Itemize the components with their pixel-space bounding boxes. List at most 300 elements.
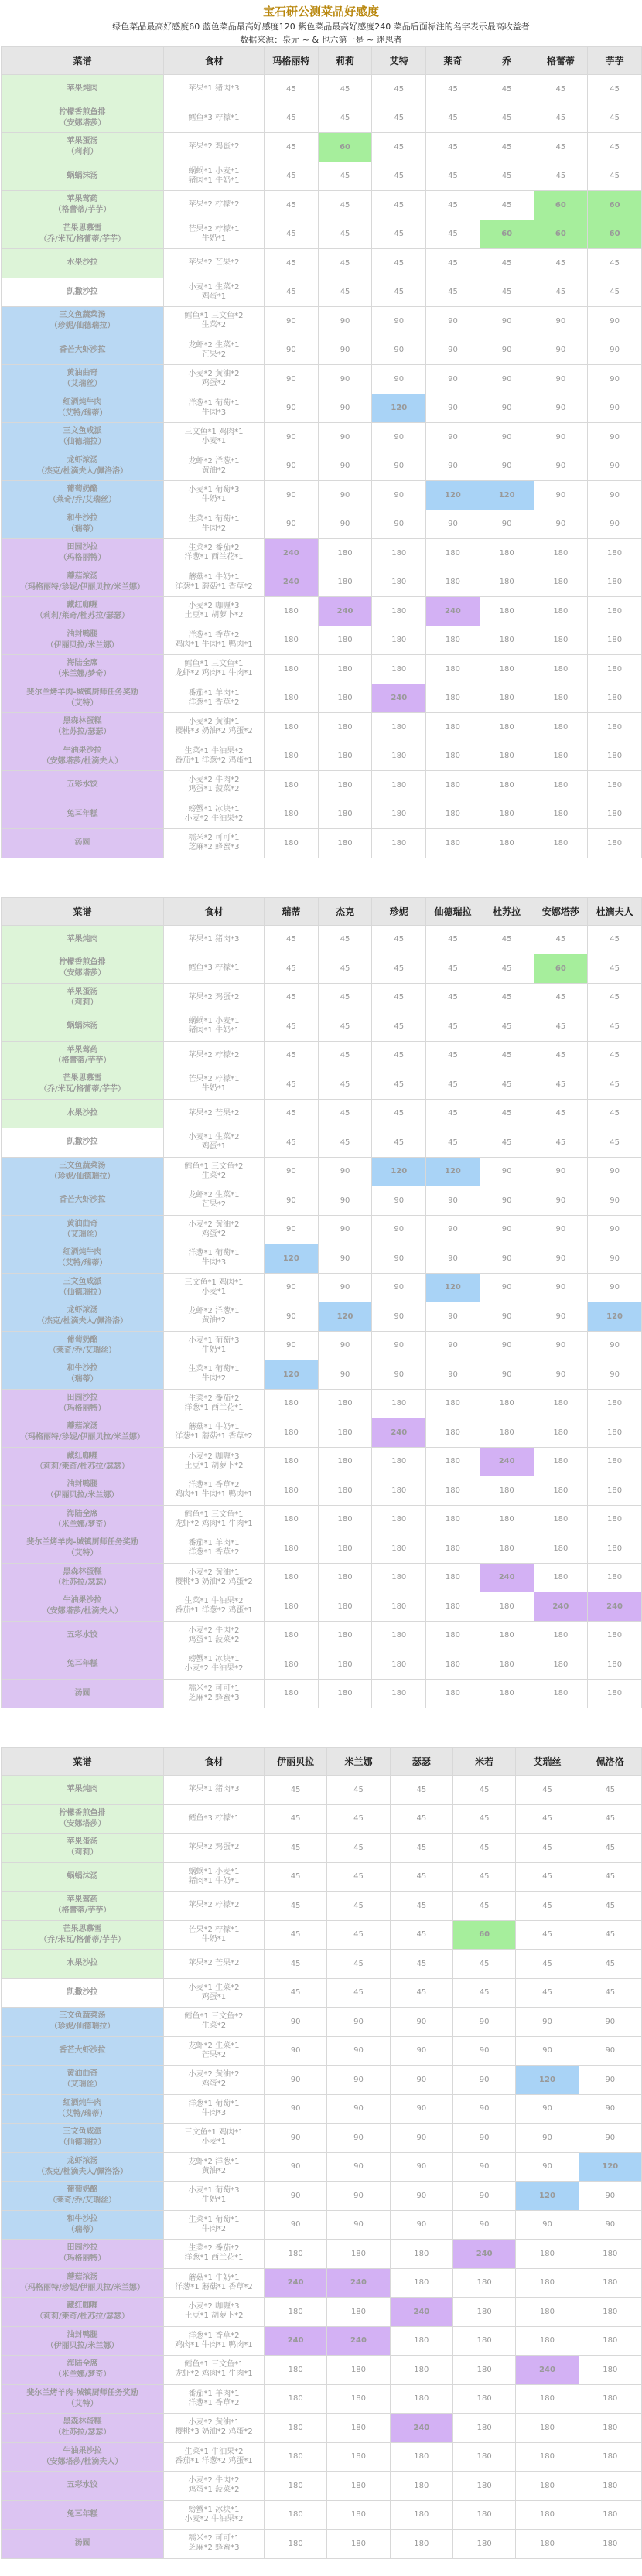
dish-best-recipients: （格蕾蒂/芋芋）: [53, 206, 111, 215]
dish-name: 海陆全席 （米兰娜/梦奇）: [2, 655, 164, 684]
affinity-value: 45: [372, 220, 426, 249]
affinity-value: 45: [265, 191, 319, 220]
affinity-value: 120: [480, 481, 534, 510]
affinity-value: 180: [480, 597, 534, 626]
affinity-value: 180: [426, 1621, 480, 1650]
affinity-value: 180: [579, 2356, 641, 2385]
affinity-value: 180: [426, 829, 480, 858]
affinity-value: 45: [318, 1041, 372, 1070]
dish-ingredients: 生菜*2 番茄*2 洋葱*1 西兰花*1: [164, 539, 265, 568]
table-row: [2, 2210, 642, 2240]
column-header-character: 仙德瑞拉: [426, 897, 480, 925]
dish-name: 蘑菇浓汤 （玛格丽特/珍妮/伊丽贝拉/米兰娜）: [2, 568, 164, 597]
affinity-value: 90: [480, 1302, 534, 1332]
table-row: [2, 278, 642, 307]
affinity-value: 180: [426, 742, 480, 771]
affinity-value: 180: [265, 2414, 327, 2443]
affinity-value: 90: [480, 510, 534, 539]
table-row: [2, 220, 642, 249]
affinity-value: 90: [534, 394, 588, 423]
affinity-value: 90: [426, 423, 480, 452]
affinity-value: 240: [318, 597, 372, 626]
affinity-value: 180: [318, 800, 372, 829]
affinity-value: 120: [318, 1302, 372, 1332]
page-subtitle: 绿色菜品最高好感度60 蓝色菜品最高好感度120 紫色菜品最高好感度240 菜品后面标注的名字表示最高收益者: [112, 22, 530, 32]
affinity-value: 90: [588, 423, 642, 452]
dish-name: 凯撒沙拉: [2, 278, 164, 307]
affinity-value: 90: [516, 2152, 579, 2182]
dish-ingredients: 小麦*2 黄油*2 鸡蛋*2: [164, 2066, 265, 2095]
dish-name: 田园沙拉 （玛格丽特）: [2, 2240, 164, 2269]
dish-best-recipients: （莉莉/莱奇/杜苏拉/瑟瑟）: [36, 612, 129, 621]
affinity-value: 90: [426, 1186, 480, 1216]
dish-name: 三文鱼蔬菜汤 （珍妮/仙德瑞拉）: [2, 307, 164, 336]
affinity-value: 180: [426, 539, 480, 568]
affinity-value: 180: [588, 1563, 642, 1592]
dish-ingredients: 小麦*1 生菜*2 鸡蛋*1: [164, 1978, 265, 2008]
affinity-value: 90: [265, 2152, 327, 2182]
column-header-character: 米兰娜: [327, 1748, 390, 1776]
affinity-value: 45: [372, 1041, 426, 1070]
dish-ingredients: 洋葱*1 葡萄*1 牛肉*3: [164, 1244, 265, 1274]
table-row: [2, 800, 642, 829]
affinity-value: 45: [372, 925, 426, 954]
affinity-value: 90: [265, 394, 319, 423]
dish-name: 苹果莺药 （格蕾蒂/芋芋）: [2, 191, 164, 220]
dish-ingredients: 苹果*1 猪肉*3: [164, 925, 265, 954]
affinity-value: 180: [265, 2298, 327, 2327]
affinity-value: 180: [318, 1447, 372, 1476]
affinity-value: 180: [390, 2472, 452, 2501]
column-header-character: 艾瑞丝: [516, 1748, 579, 1776]
dish-ingredients: 苹果*2 芒果*2: [164, 1099, 265, 1128]
affinity-value: 180: [318, 655, 372, 684]
table-row: [2, 307, 642, 336]
affinity-value: 180: [534, 626, 588, 655]
dish-name: 红酒炖牛肉 （艾特/瑞蒂）: [2, 1244, 164, 1274]
affinity-value: 180: [588, 1650, 642, 1680]
table-row: [2, 2182, 642, 2211]
affinity-value: 180: [534, 684, 588, 713]
affinity-value: 45: [534, 1012, 588, 1042]
affinity-value: 180: [372, 597, 426, 626]
dish-best-recipients: （杜苏拉/瑟瑟）: [53, 1578, 111, 1587]
dish-name: 黑森林蛋糕 （杜苏拉/瑟瑟）: [2, 1563, 164, 1592]
table-row: [2, 1679, 642, 1708]
dish-ingredients: 苹果*2 芒果*2: [164, 1950, 265, 1979]
affinity-value: 45: [318, 983, 372, 1012]
table-row: [2, 1070, 642, 1100]
affinity-value: 180: [588, 800, 642, 829]
affinity-value: 90: [588, 1157, 642, 1186]
affinity-value: 45: [265, 1920, 327, 1950]
affinity-value: 180: [327, 2500, 390, 2530]
dish-name: 香芒大虾沙拉: [2, 336, 164, 365]
dish-name: 黑森林蛋糕 （杜苏拉/瑟瑟）: [2, 2414, 164, 2443]
affinity-value: 45: [426, 133, 480, 162]
affinity-value: 240: [480, 1447, 534, 1476]
column-header-ingredients: 食材: [164, 47, 265, 75]
affinity-value: 45: [390, 1978, 452, 2008]
affinity-value: 45: [265, 925, 319, 954]
table-row: [2, 1447, 642, 1476]
table-row: [2, 1331, 642, 1360]
affinity-value: 45: [265, 278, 319, 307]
affinity-value: 45: [516, 1834, 579, 1863]
affinity-value: 180: [390, 2500, 452, 2530]
affinity-value: 90: [327, 2182, 390, 2211]
affinity-value: 90: [318, 510, 372, 539]
dish-name: 苹果蛋汤 （莉莉）: [2, 1834, 164, 1863]
affinity-value: 45: [318, 75, 372, 104]
table-row: [2, 2008, 642, 2037]
dish-ingredients: 芒果*2 柠檬*1 牛奶*1: [164, 1920, 265, 1950]
affinity-value: 240: [426, 597, 480, 626]
dish-best-recipients: （杰克/杜滴夫人/佩洛洛）: [36, 466, 128, 476]
table-row: [2, 1244, 642, 1274]
affinity-value: 90: [390, 2210, 452, 2240]
affinity-value: 180: [452, 2298, 515, 2327]
affinity-value: 45: [318, 1128, 372, 1158]
affinity-value: 180: [372, 1563, 426, 1592]
affinity-value: 90: [480, 394, 534, 423]
dish-name: 苹果蛋汤 （莉莉）: [2, 133, 164, 162]
affinity-value: 45: [588, 1070, 642, 1100]
affinity-value: 90: [390, 2152, 452, 2182]
affinity-value: 180: [372, 1534, 426, 1564]
table-row: [2, 1978, 642, 2008]
dish-ingredients: 苹果*1 猪肉*3: [164, 75, 265, 104]
affinity-value: 90: [516, 2094, 579, 2124]
affinity-value: 120: [516, 2182, 579, 2211]
affinity-value: 240: [452, 2240, 515, 2269]
affinity-value: 45: [588, 133, 642, 162]
affinity-value: 180: [318, 771, 372, 800]
affinity-value: 90: [265, 1331, 319, 1360]
affinity-value: 180: [426, 771, 480, 800]
affinity-value: 180: [516, 2268, 579, 2298]
dish-name: 蘑菇浓汤 （玛格丽特/珍妮/伊丽贝拉/米兰娜）: [2, 2268, 164, 2298]
column-header-ingredients: 食材: [164, 1748, 265, 1776]
table-row: [2, 2036, 642, 2066]
affinity-value: 240: [372, 684, 426, 713]
table-row: [2, 2472, 642, 2501]
dish-name: 水果沙拉: [2, 1099, 164, 1128]
dish-best-recipients: （珍妮/仙德瑞拉）: [50, 2022, 115, 2032]
affinity-value: 90: [534, 1244, 588, 1274]
dish-ingredients: 生菜*2 番茄*2 洋葱*1 西兰花*1: [164, 1389, 265, 1418]
affinity-value: 180: [327, 2240, 390, 2269]
column-header-character: 格蕾蒂: [534, 47, 588, 75]
affinity-value: 90: [318, 1215, 372, 1244]
affinity-value: 90: [480, 1186, 534, 1216]
affinity-value: 180: [480, 1621, 534, 1650]
affinity-value: 180: [579, 2414, 641, 2443]
affinity-value: 90: [390, 2066, 452, 2095]
affinity-value: 90: [390, 2094, 452, 2124]
dish-best-recipients: （莉莉/莱奇/杜苏拉/瑟瑟）: [36, 2312, 129, 2322]
affinity-value: 180: [426, 626, 480, 655]
affinity-value: 180: [318, 1592, 372, 1622]
affinity-value: 45: [372, 954, 426, 984]
dish-name: 黄油曲奇 （艾瑞丝）: [2, 365, 164, 394]
affinity-value: 180: [327, 2530, 390, 2559]
affinity-value: 180: [480, 568, 534, 597]
affinity-value: 180: [480, 655, 534, 684]
affinity-value: 45: [480, 1041, 534, 1070]
dish-name: 三文鱼咸派 （仙德瑞拉）: [2, 423, 164, 452]
affinity-value: 90: [579, 2210, 641, 2240]
dish-best-recipients: （玛格丽特）: [59, 1404, 106, 1413]
dish-name: 五彩水饺: [2, 1621, 164, 1650]
dish-ingredients: 生菜*1 牛油果*2 番茄*1 洋葱*2 鸡蛋*1: [164, 1592, 265, 1622]
dish-name: 葡萄奶酪 （莱奇/乔/艾瑞丝）: [2, 481, 164, 510]
dish-ingredients: 蜗蜗*1 小麦*1 猪肉*1 牛奶*1: [164, 1012, 265, 1042]
affinity-value: 90: [516, 2008, 579, 2037]
dish-name: 凯撒沙拉: [2, 1128, 164, 1158]
affinity-value: 180: [534, 1418, 588, 1448]
affinity-value: 90: [480, 336, 534, 365]
dish-ingredients: 鳕鱼*1 三文鱼*1 龙虾*2 鸡肉*1 牛肉*1: [164, 1505, 265, 1534]
dish-best-recipients: （莉莉/莱奇/杜苏拉/瑟瑟）: [36, 1462, 129, 1471]
affinity-value: 180: [516, 2530, 579, 2559]
affinity-value: 45: [426, 278, 480, 307]
affinity-value: 45: [516, 1862, 579, 1892]
affinity-value: 180: [588, 1476, 642, 1506]
dish-name: 五彩水饺: [2, 2472, 164, 2501]
dish-name: 兔耳年糕: [2, 2500, 164, 2530]
table-row: [2, 394, 642, 423]
table-row: [2, 1418, 642, 1448]
affinity-value: 180: [265, 1505, 319, 1534]
table-row: [2, 2384, 642, 2414]
affinity-value: 90: [452, 2066, 515, 2095]
dish-best-recipients: （玛格丽特/珍妮/伊丽贝拉/米兰娜）: [20, 2283, 145, 2292]
affinity-value: 180: [588, 684, 642, 713]
affinity-value: 180: [534, 1534, 588, 1564]
affinity-value: 120: [579, 2152, 641, 2182]
column-header-character: 玛格丽特: [265, 47, 319, 75]
dish-best-recipients: （莱奇/乔/艾瑞丝）: [48, 496, 117, 505]
column-header-character: 米若: [452, 1748, 515, 1776]
dish-name: 兔耳年糕: [2, 800, 164, 829]
dish-best-recipients: （莉莉）: [67, 1848, 98, 1858]
dish-ingredients: 小麦*2 黄油*1 樱桃*3 奶油*2 鸡蛋*2: [164, 713, 265, 742]
affinity-value: 45: [480, 191, 534, 220]
affinity-value: 180: [265, 1447, 319, 1476]
affinity-value: 60: [480, 220, 534, 249]
affinity-value: 45: [318, 925, 372, 954]
column-header-character: 杜滴夫人: [588, 897, 642, 925]
affinity-value: 180: [318, 742, 372, 771]
affinity-value: 180: [265, 2384, 327, 2414]
affinity-value: 45: [480, 1070, 534, 1100]
affinity-value: 90: [426, 452, 480, 481]
dish-name: 斐尔兰烤羊肉-城镇厨师任务奖励 （艾特）: [2, 684, 164, 713]
dish-name: 蜗蜗沫汤: [2, 162, 164, 191]
dish-name: 水果沙拉: [2, 249, 164, 278]
table-row: [2, 1041, 642, 1070]
dish-best-recipients: （乔/米瓦/格蕾蒂/芋芋）: [39, 234, 125, 244]
affinity-value: 45: [426, 1099, 480, 1128]
table-row: [2, 2442, 642, 2472]
affinity-value: 45: [318, 1099, 372, 1128]
affinity-value: 45: [327, 1920, 390, 1950]
affinity-value: 180: [265, 742, 319, 771]
affinity-value: 90: [318, 1186, 372, 1216]
affinity-value: 45: [426, 983, 480, 1012]
affinity-value: 180: [480, 800, 534, 829]
dish-name: 龙虾浓汤 （杰克/杜滴夫人/佩洛洛）: [2, 452, 164, 481]
affinity-value: 90: [588, 1331, 642, 1360]
affinity-value: 90: [588, 1244, 642, 1274]
affinity-value: 180: [588, 742, 642, 771]
affinity-value: 180: [327, 2356, 390, 2385]
affinity-value: 180: [480, 626, 534, 655]
affinity-value: 45: [372, 1099, 426, 1128]
dish-ingredients: 生菜*1 牛油果*2 番茄*1 洋葱*2 鸡蛋*1: [164, 742, 265, 771]
affinity-value: 180: [327, 2384, 390, 2414]
affinity-value: 45: [480, 983, 534, 1012]
affinity-value: 180: [265, 655, 319, 684]
affinity-value: 90: [534, 1302, 588, 1332]
dish-best-recipients: （艾瑞丝）: [63, 1230, 102, 1239]
affinity-value: 180: [452, 2326, 515, 2356]
affinity-value: 45: [265, 162, 319, 191]
affinity-value: 180: [426, 1447, 480, 1476]
affinity-value: 45: [452, 1804, 515, 1834]
affinity-value: 45: [516, 1920, 579, 1950]
affinity-value: 90: [452, 2036, 515, 2066]
affinity-value: 90: [579, 2182, 641, 2211]
affinity-value: 45: [372, 1012, 426, 1042]
affinity-value: 180: [265, 597, 319, 626]
column-header-character: 艾特: [372, 47, 426, 75]
affinity-value: 180: [372, 539, 426, 568]
affinity-value: 90: [265, 307, 319, 336]
affinity-value: 45: [372, 104, 426, 133]
affinity-value: 90: [579, 2036, 641, 2066]
affinity-value: 180: [372, 1447, 426, 1476]
affinity-value: 45: [452, 1978, 515, 2008]
dish-name: 兔耳年糕: [2, 1650, 164, 1680]
dish-ingredients: 小麦*1 生菜*2 鸡蛋*1: [164, 1128, 265, 1158]
affinity-value: 180: [318, 539, 372, 568]
affinity-value: 60: [588, 220, 642, 249]
dish-ingredients: 生菜*2 番茄*2 洋葱*1 西兰花*1: [164, 2240, 265, 2269]
affinity-value: 45: [579, 1920, 641, 1950]
table-row: [2, 1804, 642, 1834]
affinity-value: 180: [534, 1679, 588, 1708]
dish-ingredients: 洋葱*1 香草*2 鸡肉*1 牛肉*1 鸭肉*1: [164, 1476, 265, 1506]
affinity-value: 45: [480, 249, 534, 278]
table-row: [2, 1592, 642, 1622]
affinity-value: 90: [372, 336, 426, 365]
affinity-value: 90: [390, 2182, 452, 2211]
affinity-value: 180: [372, 771, 426, 800]
dish-best-recipients: （珍妮/仙德瑞拉）: [50, 322, 115, 331]
table-row: [2, 2268, 642, 2298]
affinity-value: 180: [579, 2298, 641, 2327]
column-header-character: 乔: [480, 47, 534, 75]
affinity-value: 45: [318, 278, 372, 307]
affinity-value: 180: [480, 1476, 534, 1506]
dish-ingredients: 洋葱*1 香草*2 鸡肉*1 牛肉*1 鸭肉*1: [164, 2326, 265, 2356]
table-row: [2, 162, 642, 191]
affinity-value: 180: [452, 2414, 515, 2443]
affinity-value: 180: [265, 1534, 319, 1564]
affinity-value: 45: [516, 1776, 579, 1805]
dish-name: 油封鸭腿 （伊丽贝拉/米兰娜）: [2, 2326, 164, 2356]
dish-best-recipients: （仙德瑞拉）: [59, 438, 106, 447]
dish-ingredients: 鳕鱼*1 三文鱼*2 生菜*2: [164, 1157, 265, 1186]
dish-ingredients: 龙虾*2 生菜*1 芒果*2: [164, 2036, 265, 2066]
affinity-value: 45: [372, 133, 426, 162]
affinity-value: 45: [579, 1978, 641, 2008]
affinity-value: 60: [588, 191, 642, 220]
dish-ingredients: 糯米*2 可可*1 芝麻*2 蜂蜜*3: [164, 2530, 265, 2559]
affinity-value: 45: [390, 1804, 452, 1834]
affinity-value: 90: [265, 510, 319, 539]
affinity-value: 90: [588, 452, 642, 481]
affinity-value: 180: [390, 2326, 452, 2356]
table-row: [2, 2240, 642, 2269]
dish-name: 蜗蜗沫汤: [2, 1862, 164, 1892]
affinity-value: 90: [318, 1331, 372, 1360]
affinity-value: 45: [480, 104, 534, 133]
affinity-value: 180: [426, 1505, 480, 1534]
affinity-value: 180: [426, 1650, 480, 1680]
affinity-value: 45: [327, 1978, 390, 2008]
table-row: [2, 2356, 642, 2385]
affinity-value: 45: [426, 162, 480, 191]
affinity-value: 45: [265, 1012, 319, 1042]
affinity-value: 240: [327, 2326, 390, 2356]
dish-ingredients: 小麦*1 葡萄*3 牛奶*1: [164, 1331, 265, 1360]
affinity-value: 180: [372, 1476, 426, 1506]
affinity-value: 180: [372, 713, 426, 742]
dish-ingredients: 三文鱼*1 鸡肉*1 小麦*1: [164, 423, 265, 452]
dish-name: 和牛沙拉 （瑞蒂）: [2, 2210, 164, 2240]
affinity-value: 180: [534, 1389, 588, 1418]
affinity-value: 90: [426, 1360, 480, 1390]
affinity-value: 180: [318, 1418, 372, 1448]
dish-best-recipients: （莉莉）: [67, 148, 98, 157]
table-row: [2, 1621, 642, 1650]
affinity-value: 180: [588, 1621, 642, 1650]
table-row: [2, 1862, 642, 1892]
dish-best-recipients: （艾特/瑞蒂）: [57, 408, 108, 418]
table-row: [2, 365, 642, 394]
affinity-value: 45: [534, 1128, 588, 1158]
dish-best-recipients: （伊丽贝拉/米兰娜）: [46, 640, 119, 650]
affinity-value: 90: [318, 1360, 372, 1390]
affinity-value: 45: [265, 1862, 327, 1892]
affinity-value: 90: [265, 2094, 327, 2124]
dish-name: 柠檬香煎鱼排 （安娜塔莎）: [2, 1804, 164, 1834]
affinity-value: 90: [579, 2094, 641, 2124]
dish-ingredients: 苹果*2 柠檬*2: [164, 1892, 265, 1921]
affinity-value: 90: [534, 1331, 588, 1360]
affinity-value: 45: [480, 278, 534, 307]
table-row: [2, 771, 642, 800]
affinity-value: 45: [480, 954, 534, 984]
affinity-value: 180: [588, 655, 642, 684]
affinity-value: 90: [452, 2152, 515, 2182]
affinity-value: 45: [265, 1128, 319, 1158]
affinity-value: 180: [588, 1447, 642, 1476]
affinity-value: 90: [265, 1215, 319, 1244]
